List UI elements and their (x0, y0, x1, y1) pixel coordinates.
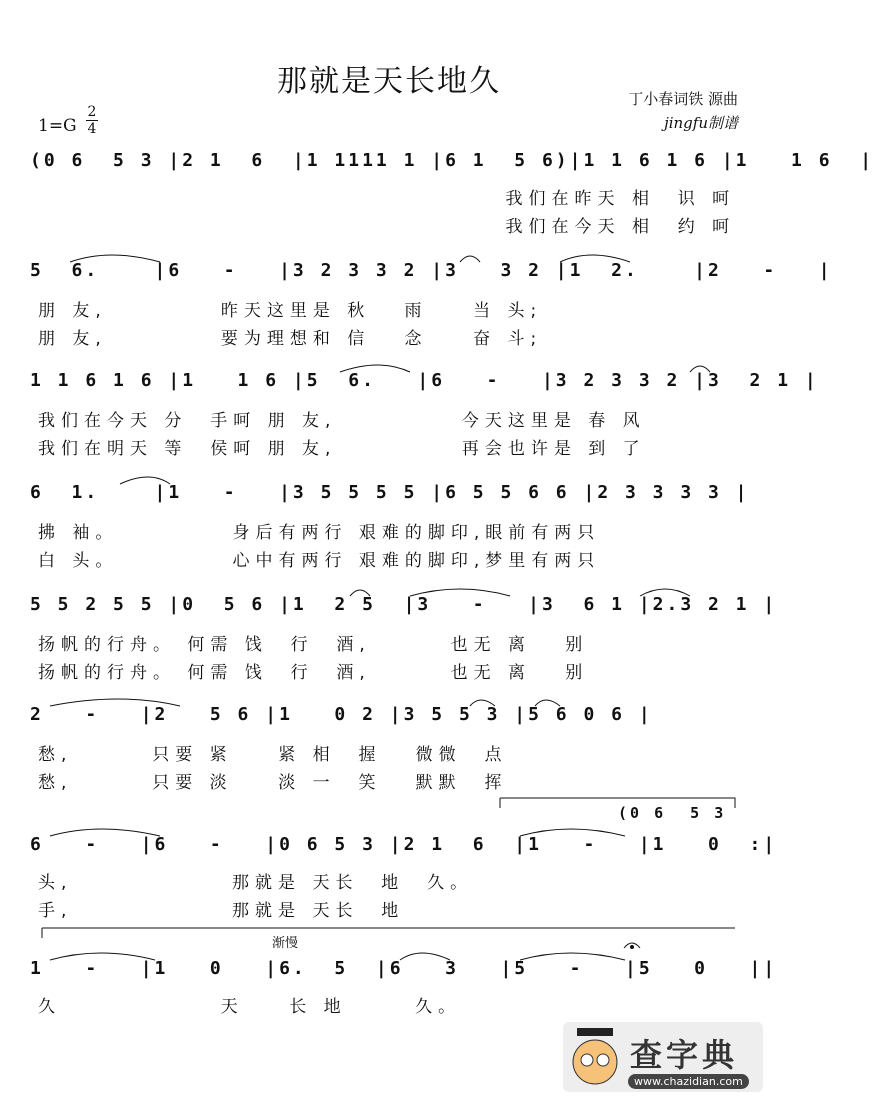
notation-row: 5 6. |6 - |3 2 3 3 2 |3 3 2 |1 2. |2 - | (30, 260, 833, 281)
notation-row: 6 1. |1 - |3 5 5 5 5 |6 5 5 6 6 |2 3 3 3 3 | (30, 482, 750, 503)
key-signature: 1=G (38, 116, 77, 136)
credit-lyrics-composer: 丁小春词铁 源曲 (628, 90, 738, 108)
lyrics-verse-1: 愁, 只要 紧 紧 相 握 微微 点 (38, 745, 508, 765)
lyrics-verse-1: 扬帆的行舟。 何需 饯 行 酒, 也无 离 别 (38, 635, 589, 655)
lyrics-verse-1: 我们在昨天 相 识 呵 (38, 189, 736, 209)
song-title: 那就是天长地久 (277, 64, 501, 99)
lyrics-verse-1: 我们在今天 分 手呵 朋 友, 今天这里是 春 风 (38, 411, 646, 431)
lyrics-verse-2: 白 头。 心中有两行 艰难的脚印,梦里有两只 (38, 551, 601, 571)
lyrics-verse-1: 久 天 长 地 久。 (38, 997, 462, 1017)
lyrics-verse-1: 朋 友, 昨天这里是 秋 雨 当 头; (38, 301, 543, 321)
lyrics-verse-2: 愁, 只要 淡 淡 一 笑 默默 挥 (38, 773, 508, 793)
notation-row: 5 5 2 5 5 |0 5 6 |1 2 5 |3 - |3 6 1 |2.3 2 1 | (30, 594, 778, 615)
lyrics-verse-2: 手, 那就是 天长 地 (38, 901, 405, 921)
lyrics-verse-2: 我们在明天 等 侯呵 朋 友, 再会也许是 到 了 (38, 439, 646, 459)
time-signature-bottom: 4 (87, 121, 97, 137)
notation-row: 2 - |2 5 6 |1 0 2 |3 5 5 3 |5 6 0 6 | (30, 704, 653, 725)
time-signature-top: 2 (87, 104, 97, 120)
logo-text: 查字典 (630, 1036, 739, 1074)
lyrics-verse-1: 拂 袖。 身后有两行 艰难的脚印,眼前有两只 (38, 523, 601, 543)
notation-row: (0 6 5 3 |2 1 6 |1 1111 1 |6 1 5 6)|1 1 6 1 6 |1 1 6 | (30, 150, 874, 171)
notation-row: 6 - |6 - |0 6 5 3 |2 1 6 |1 - |1 0 :| (30, 834, 778, 855)
notation-row: 1 1 6 1 6 |1 1 6 |5 6. |6 - |3 2 3 3 2 |3 2 1 | (30, 370, 819, 391)
credit-transcriber: jingfu制谱 (664, 114, 738, 132)
notation-row: 1 - |1 0 |6. 5 |6 3 |5 - |5 0 || (30, 958, 778, 979)
lyrics-verse-2: 朋 友, 要为理想和 信 念 奋 斗; (38, 329, 543, 349)
volta-pickup: (0 6 5 3 (618, 804, 727, 822)
lyrics-verse-2: 我们在今天 相 约 呵 (38, 217, 736, 237)
lyrics-verse-1: 头, 那就是 天长 地 久。 (38, 873, 474, 893)
tempo-marking: 渐慢 (272, 936, 299, 951)
lyrics-verse-2: 扬帆的行舟。 何需 饯 行 酒, 也无 离 别 (38, 663, 589, 683)
logo-url: www.chazidian.com (628, 1074, 749, 1089)
